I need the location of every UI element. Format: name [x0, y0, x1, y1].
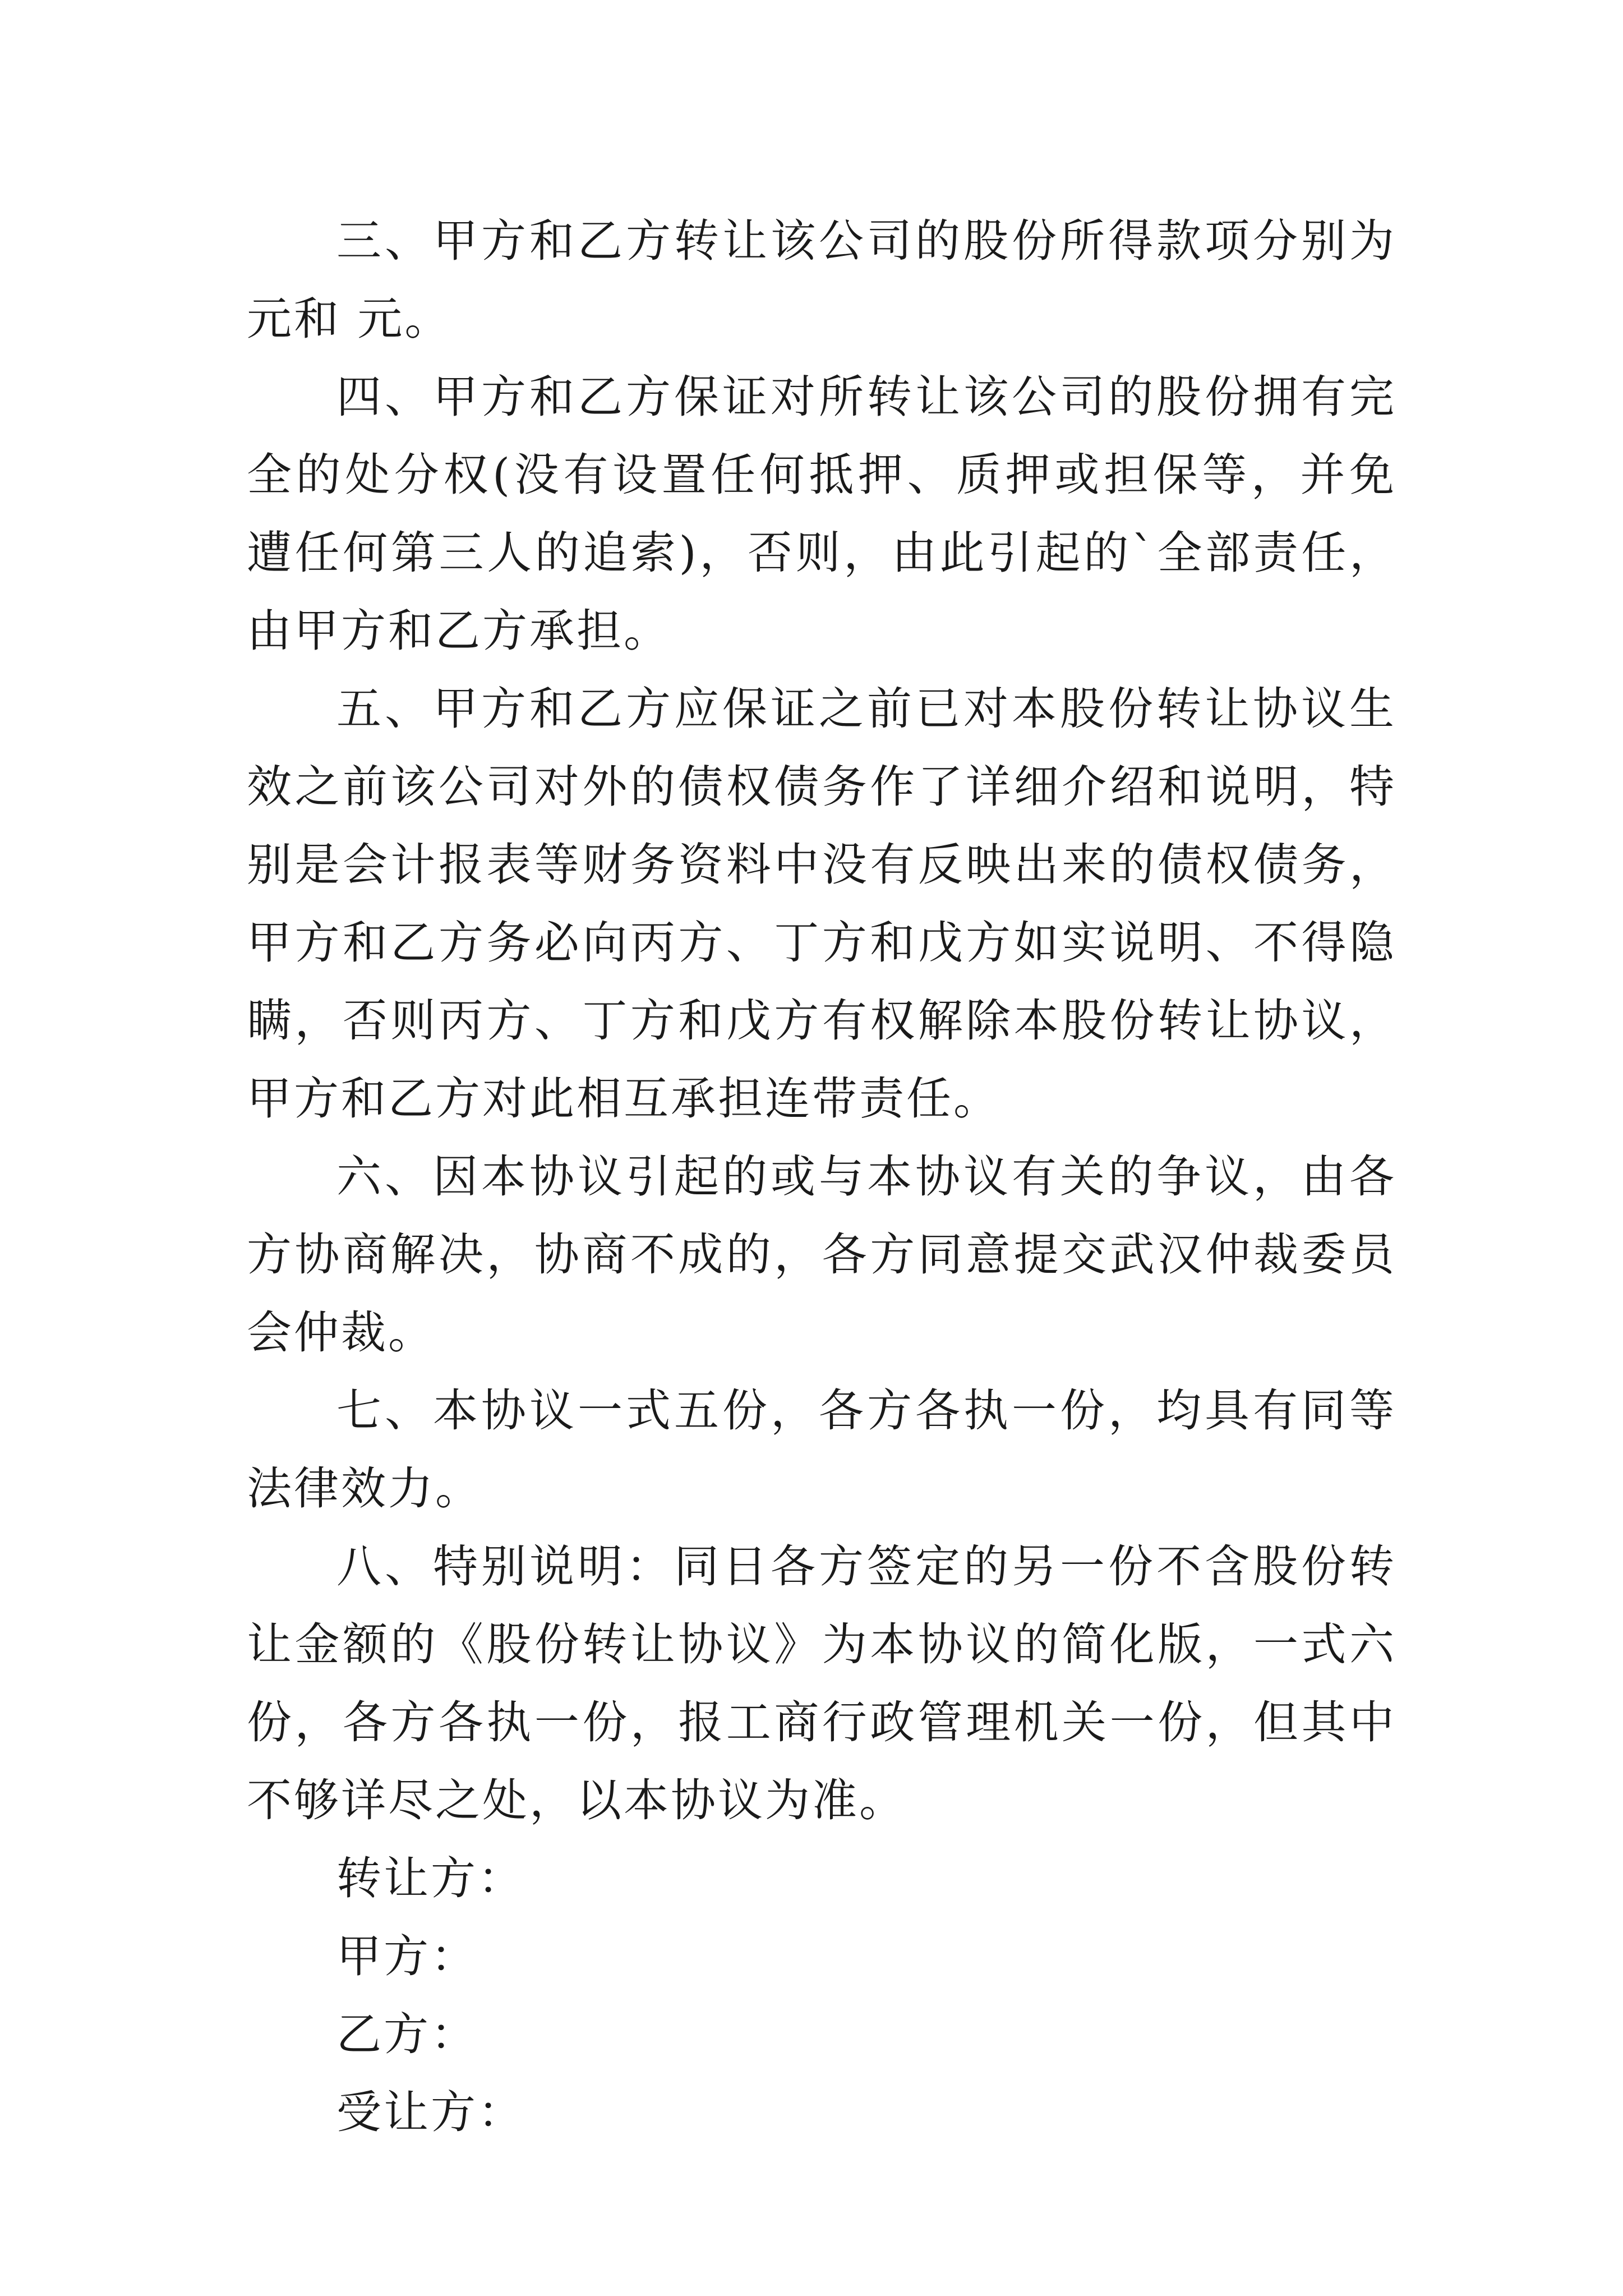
clause-5: 五、甲方和乙方应保证之前已对本股份转让协议生效之前该公司对外的债权债务作了详细介绍和说明，特别是会计报表等财务资料中没有反映出来的债权债务，甲方和乙方务必向丙方、丁方和戊方如实说明、不得隐瞒，否则丙方、丁方和戊方有权解除本股份转让协议，甲方和乙方对此相互承担连带责任。 [247, 683, 1396, 1125]
signature-party-a: 甲方： [336, 1930, 478, 1982]
clause-3: 三、甲方和乙方转让该公司的股份所得款项分别为 元和 元。 [247, 215, 1396, 345]
signature-transferee: 受让方： [336, 2086, 525, 2138]
clause-8: 八、特别说明：同日各方签定的另一份不含股份转让金额的《股份转让协议》为本协议的简化版，一式六份，各方各执一份，报工商行政管理机关一份，但其中不够详尽之处，以本协议为准。 [247, 1540, 1396, 1826]
clause-7: 七、本协议一式五份，各方各执一份，均具有同等法律效力。 [247, 1384, 1396, 1515]
clause-6: 六、因本协议引起的或与本协议有关的争议，由各方协商解决，协商不成的，各方同意提交武汉仲裁委员会仲裁。 [247, 1151, 1396, 1359]
signature-party-b: 乙方： [336, 2008, 478, 2060]
signature-transferor: 转让方： [336, 1852, 525, 1904]
document-body [247, 202, 1396, 2151]
clause-4: 四、甲方和乙方保证对所转让该公司的股份拥有完全的处分权(没有设置任何抵押、质押或担保等，并免遭任何第三人的追索)，否则，由此引起的`全部责任，由甲方和乙方承担。 [247, 371, 1396, 657]
